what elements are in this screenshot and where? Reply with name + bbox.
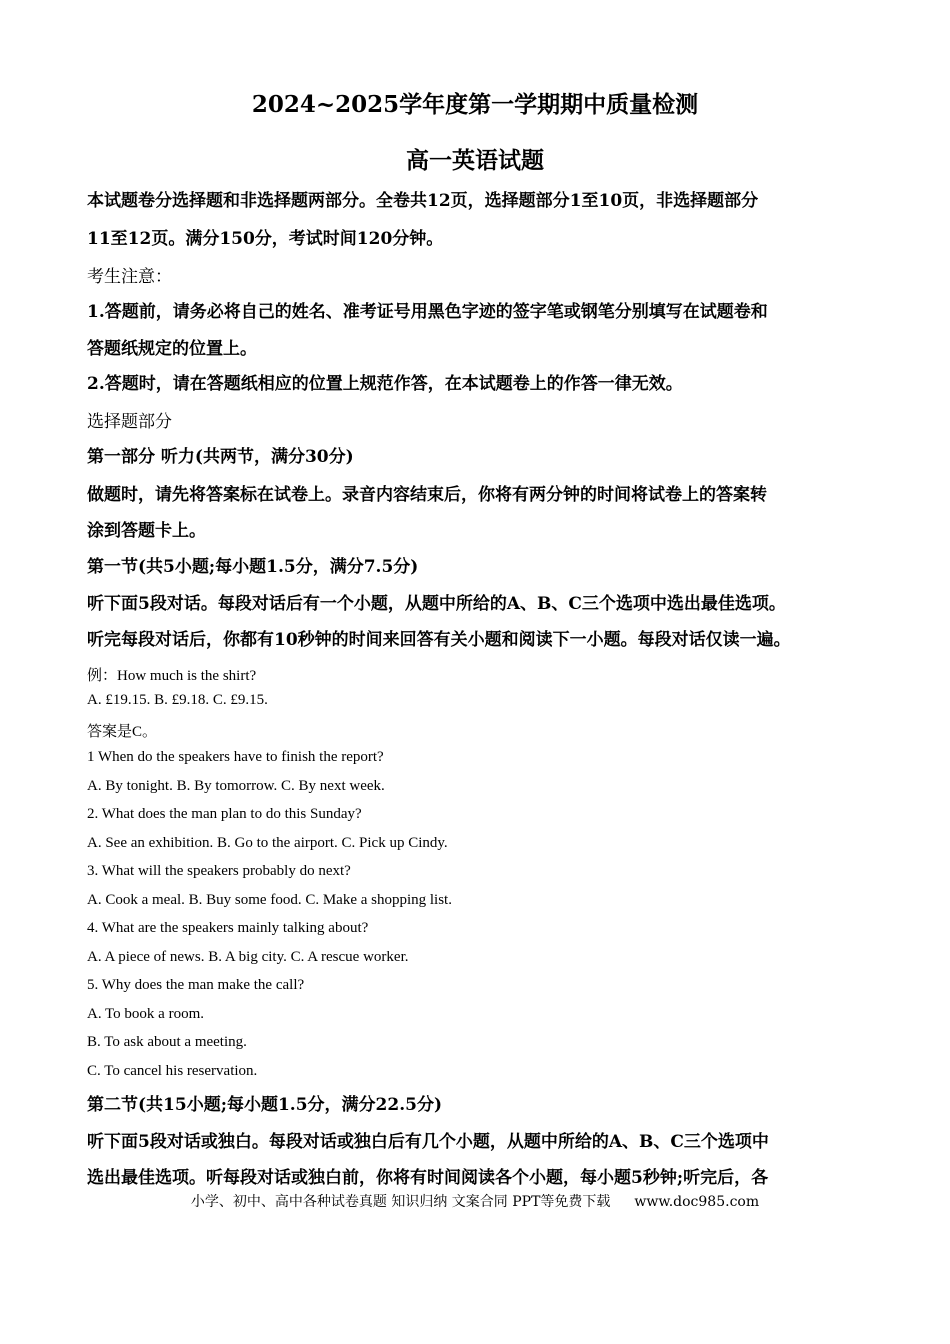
- question-5-option-a: A. To book a room.: [87, 1006, 204, 1022]
- part1-instruction-line-2: 涂到答题卡上。: [87, 521, 206, 541]
- footer-text: 小学、初中、高中各种试卷真题 知识归纳 文案合同 PPT等免费下载: [190, 1194, 611, 1210]
- intro-line-1: 本试题卷分选择题和非选择题两部分。全卷共12页，选择题部分1至10页，非选择题部分: [87, 191, 759, 211]
- footer-url[interactable]: www.doc985.com: [634, 1194, 760, 1210]
- notice-item-1-line-2: 答题纸规定的位置上。: [87, 339, 257, 359]
- section1-heading: 第一节(共5小题;每小题1.5分，满分7.5分): [87, 557, 419, 577]
- question-3: 3. What will the speakers probably do next?: [87, 863, 351, 879]
- section2-instruction-line-2: 选出最佳选项。听每段对话或独白前，你将有时间阅读各个小题，每小题5秒钟;听完后，各: [87, 1168, 769, 1188]
- example-answer: 答案是C。: [87, 724, 158, 740]
- section2-heading: 第二节(共15小题;每小题1.5分，满分22.5分): [87, 1095, 442, 1115]
- question-3-options: A. Cook a meal. B. Buy some food. C. Make a shopping list.: [87, 892, 452, 908]
- section-choice-heading: 选择题部分: [87, 412, 172, 432]
- question-5-option-b: B. To ask about a meeting.: [87, 1034, 247, 1050]
- question-5: 5. Why does the man make the call?: [87, 977, 305, 993]
- exam-title: 2024~2025学年度第一学期期中质量检测: [251, 91, 699, 118]
- question-4: 4. What are the speakers mainly talking about?: [87, 920, 369, 936]
- notice-item-1-line-1: 1.答题前，请务必将自己的姓名、准考证号用黑色字迹的签字笔或钢笔分别填写在试题卷和: [87, 302, 768, 322]
- notice-heading: 考生注意：: [87, 267, 172, 287]
- notice-item-2: 2.答题时，请在答题纸相应的位置上规范作答，在本试题卷上的作答一律无效。: [87, 374, 683, 394]
- question-2: 2. What does the man plan to do this Sunday?: [87, 806, 362, 822]
- example-question: 例：How much is the shirt?: [87, 668, 257, 684]
- part1-instruction-line-1: 做题时，请先将答案标在试卷上。录音内容结束后，你将有两分钟的时间将试卷上的答案转: [87, 485, 767, 505]
- question-2-options: A. See an exhibition. B. Go to the airport. C. Pick up Cindy.: [87, 835, 448, 851]
- question-1-options: A. By tonight. B. By tomorrow. C. By next week.: [87, 778, 385, 794]
- question-5-option-c: C. To cancel his reservation.: [87, 1063, 258, 1079]
- section1-instruction-line-2: 听完每段对话后，你都有10秒钟的时间来回答有关小题和阅读下一小题。每段对话仅读一遍。: [87, 630, 791, 650]
- page-footer: [0, 1191, 950, 1211]
- question-1: 1 When do the speakers have to finish the report?: [87, 749, 384, 765]
- part1-heading: 第一部分 听力(共两节，满分30分): [87, 447, 354, 467]
- intro-line-2: 11至12页。满分150分，考试时间120分钟。: [87, 229, 444, 249]
- question-4-options: A. A piece of news. B. A big city. C. A rescue worker.: [87, 949, 409, 965]
- example-options: A. £19.15. B. £9.18. C. £9.15.: [87, 692, 268, 708]
- section2-instruction-line-1: 听下面5段对话或独白。每段对话或独白后有几个小题，从题中所给的A、B、C三个选项中: [87, 1132, 769, 1152]
- exam-subtitle: 高一英语试题: [406, 147, 544, 174]
- section1-instruction-line-1: 听下面5段对话。每段对话后有一个小题，从题中所给的A、B、C三个选项中选出最佳选项。: [87, 594, 786, 614]
